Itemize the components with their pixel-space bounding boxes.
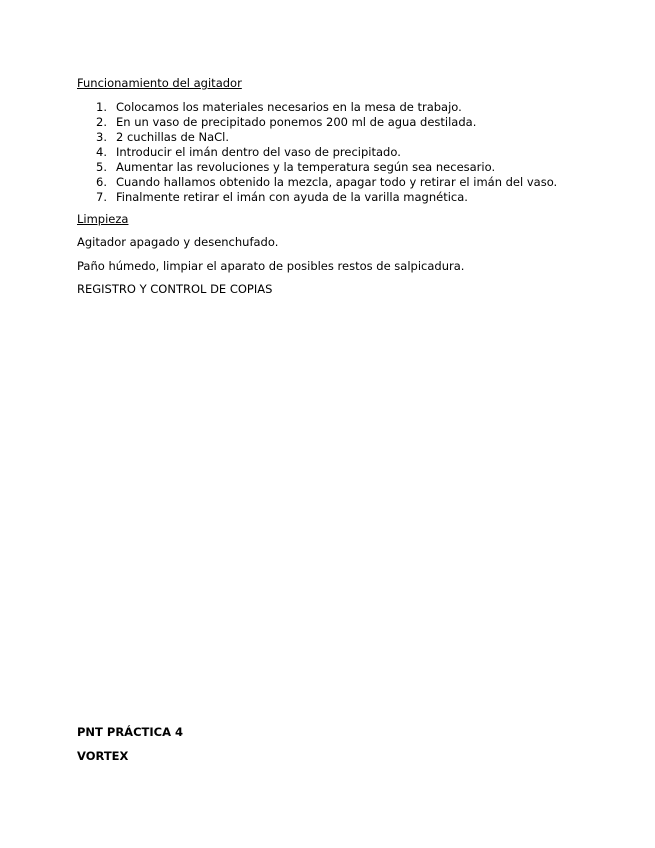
list-item-number: 1. <box>96 100 107 114</box>
register-heading: REGISTRO Y CONTROL DE COPIAS <box>77 282 273 296</box>
list-item <box>96 175 557 190</box>
cleaning-line-2: Paño húmedo, limpiar el aparato de posibles restos de salpicadura. <box>77 259 465 273</box>
list-item-number: 3. <box>96 130 107 144</box>
list-item <box>96 145 557 160</box>
list-item-number: 7. <box>96 190 107 204</box>
steps-list <box>96 100 557 205</box>
list-item-text: Introducir el imán dentro del vaso de precipitado. <box>116 145 401 159</box>
list-item-number: 4. <box>96 145 107 159</box>
list-item-text: Finalmente retirar el imán con ayuda de la varilla magnética. <box>116 190 468 204</box>
list-item-text: Aumentar las revoluciones y la temperatura según sea necesario. <box>116 160 496 174</box>
list-item <box>96 160 557 175</box>
practice-title: PNT PRÁCTICA 4 <box>77 725 183 739</box>
list-item-text: Colocamos los materiales necesarios en la mesa de trabajo. <box>116 100 462 114</box>
list-item <box>96 115 557 130</box>
list-item-text: 2 cuchillas de NaCl. <box>116 130 230 144</box>
list-item-text: Cuando hallamos obtenido la mezcla, apagar todo y retirar el imán del vaso. <box>116 175 558 189</box>
practice-subtitle: VORTEX <box>77 749 129 763</box>
list-item-number: 6. <box>96 175 107 189</box>
list-item-number: 5. <box>96 160 107 174</box>
list-item <box>96 100 557 115</box>
list-item-text: En un vaso de precipitado ponemos 200 ml de agua destilada. <box>116 115 477 129</box>
list-item <box>96 190 557 205</box>
section-heading-limpieza: Limpieza <box>77 212 129 226</box>
section-heading-funcionamiento: Funcionamiento del agitador <box>77 76 242 90</box>
list-item-number: 2. <box>96 115 107 129</box>
list-item <box>96 130 557 145</box>
cleaning-line-1: Agitador apagado y desenchufado. <box>77 235 279 249</box>
